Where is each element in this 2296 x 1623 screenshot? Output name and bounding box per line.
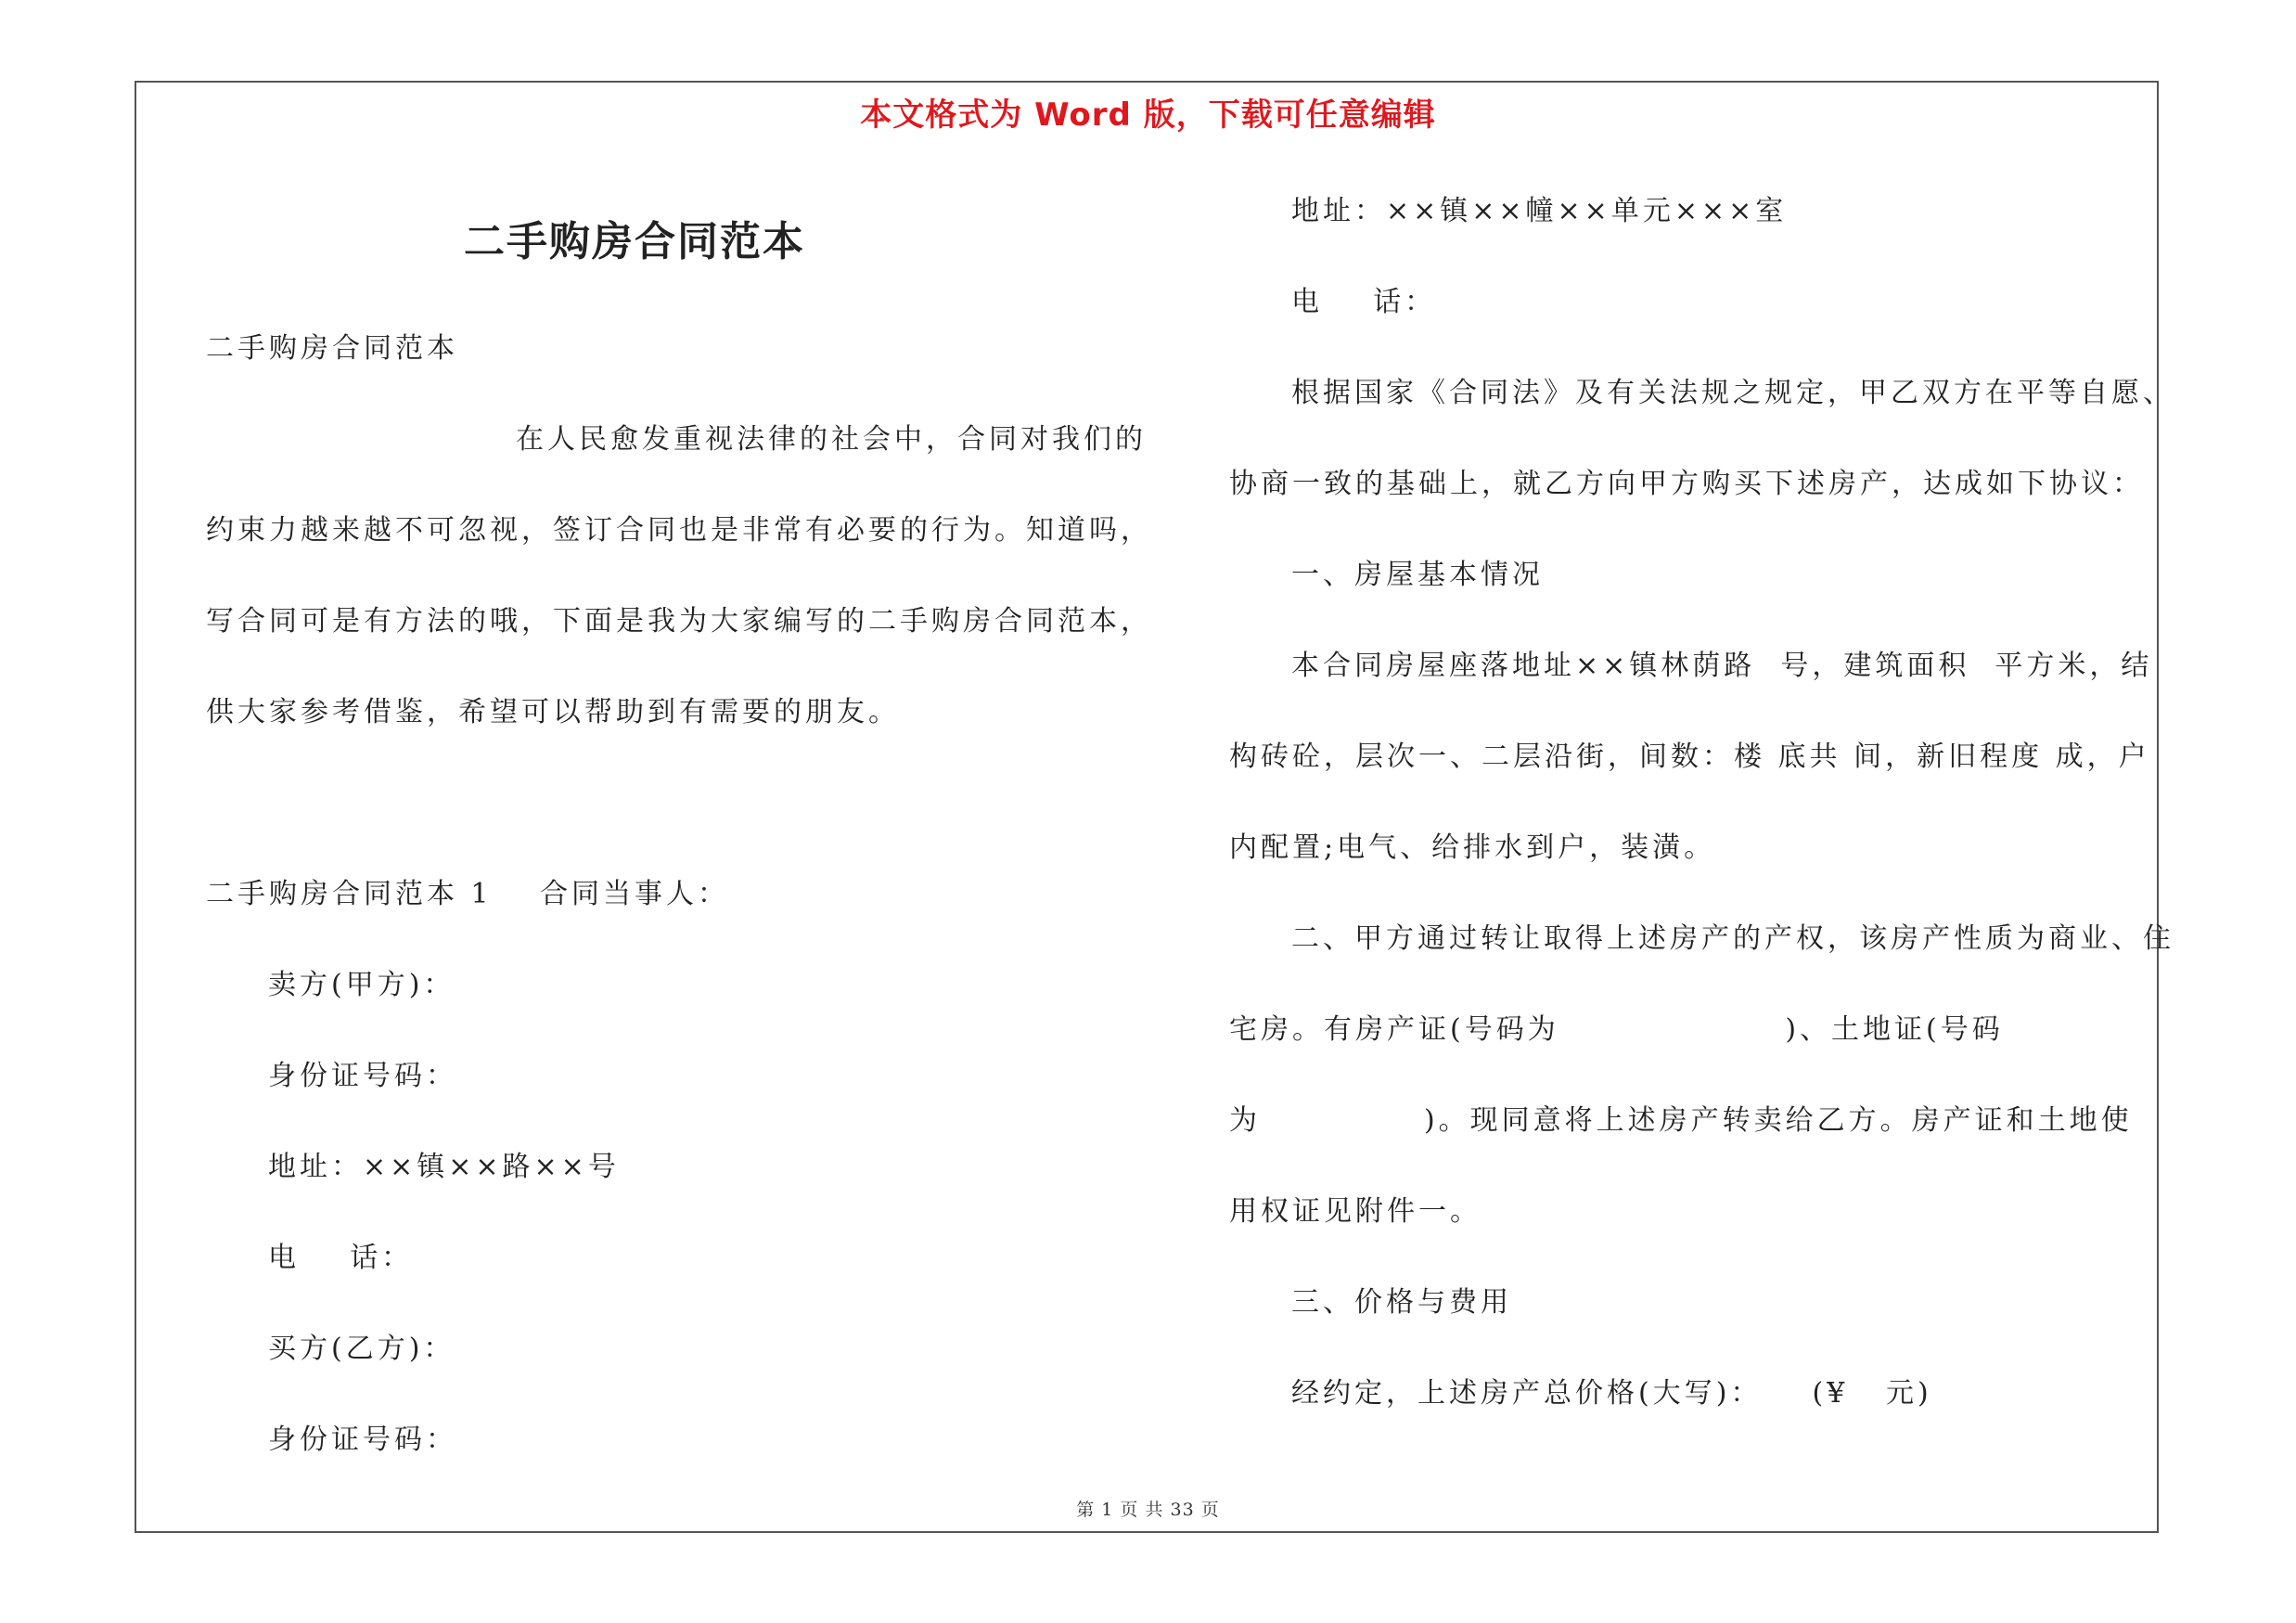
clause3-heading: 三、价格与费用 [1291, 1286, 1512, 1319]
clause2-line-2: 宅房。有房产证(号码为 )、土地证(号码 [1229, 1013, 2004, 1046]
preamble-line-2: 协商一致的基础上，就乙方向甲方购买下述房产，达成如下协议： [1229, 468, 2144, 500]
clause2-line-1: 二、甲方通过转让取得上述房产的产权，该房产性质为商业、住 [1291, 922, 2174, 955]
subtitle: 二手购房合同范本 [206, 332, 458, 365]
buyer-label: 买方(乙方)： [268, 1333, 455, 1365]
intro-line-4: 供大家参考借鉴，希望可以帮助到有需要的朋友。 [206, 696, 900, 728]
preamble-line-1: 根据国家《合同法》及有关法规之规定，甲乙双方在平等自愿、 [1291, 377, 2174, 409]
buyer-phone-label: 电 话： [1291, 286, 1437, 318]
page-number-footer: 第 1 页 共 33 页 [1076, 1500, 1220, 1520]
section-heading: 二手购房合同范本 1 [206, 878, 493, 910]
clause1-heading: 一、房屋基本情况 [1291, 559, 1544, 591]
format-notice-banner: 本文格式为 Word 版，下载可任意编辑 [860, 97, 1436, 134]
clause3-line-1: 经约定，上述房产总价格(大写)： (¥ 元) [1291, 1377, 1932, 1410]
seller-address: 地址：××镇××路××号 [268, 1151, 620, 1183]
buyer-id-label: 身份证号码： [268, 1423, 457, 1456]
clause2-line-4: 用权证见附件一。 [1229, 1195, 1481, 1228]
page-border [135, 81, 2159, 1533]
clause1-line-1: 本合同房屋座落地址××镇林荫路 号，建筑面积 平方米，结 [1291, 650, 2153, 682]
intro-line-3: 写合同可是有方法的哦，下面是我为大家编写的二手购房合同范本， [206, 605, 1152, 638]
buyer-address: 地址：××镇××幢××单元×××室 [1291, 195, 1788, 227]
intro-line-2: 约束力越来越不可忽视，签订合同也是非常有必要的行为。知道吗， [206, 514, 1152, 547]
clause2-line-3: 为 )。现同意将上述房产转卖给乙方。房产证和土地使 [1229, 1104, 2133, 1137]
seller-id-label: 身份证号码： [268, 1060, 457, 1092]
parties-label: 合同当事人： [540, 878, 729, 910]
seller-phone-label: 电 话： [268, 1242, 414, 1274]
document-title: 二手购房合同范本 [464, 218, 805, 265]
seller-label: 卖方(甲方)： [268, 969, 455, 1001]
clause1-line-3: 内配置;电气、给排水到户，装潢。 [1229, 831, 1716, 864]
intro-line-1: 在人民愈发重视法律的社会中，合同对我们的 [516, 423, 1147, 456]
clause1-line-2: 构砖砼，层次一、二层沿街，间数：楼 底共 间，新旧程度 成，户 [1229, 741, 2150, 773]
